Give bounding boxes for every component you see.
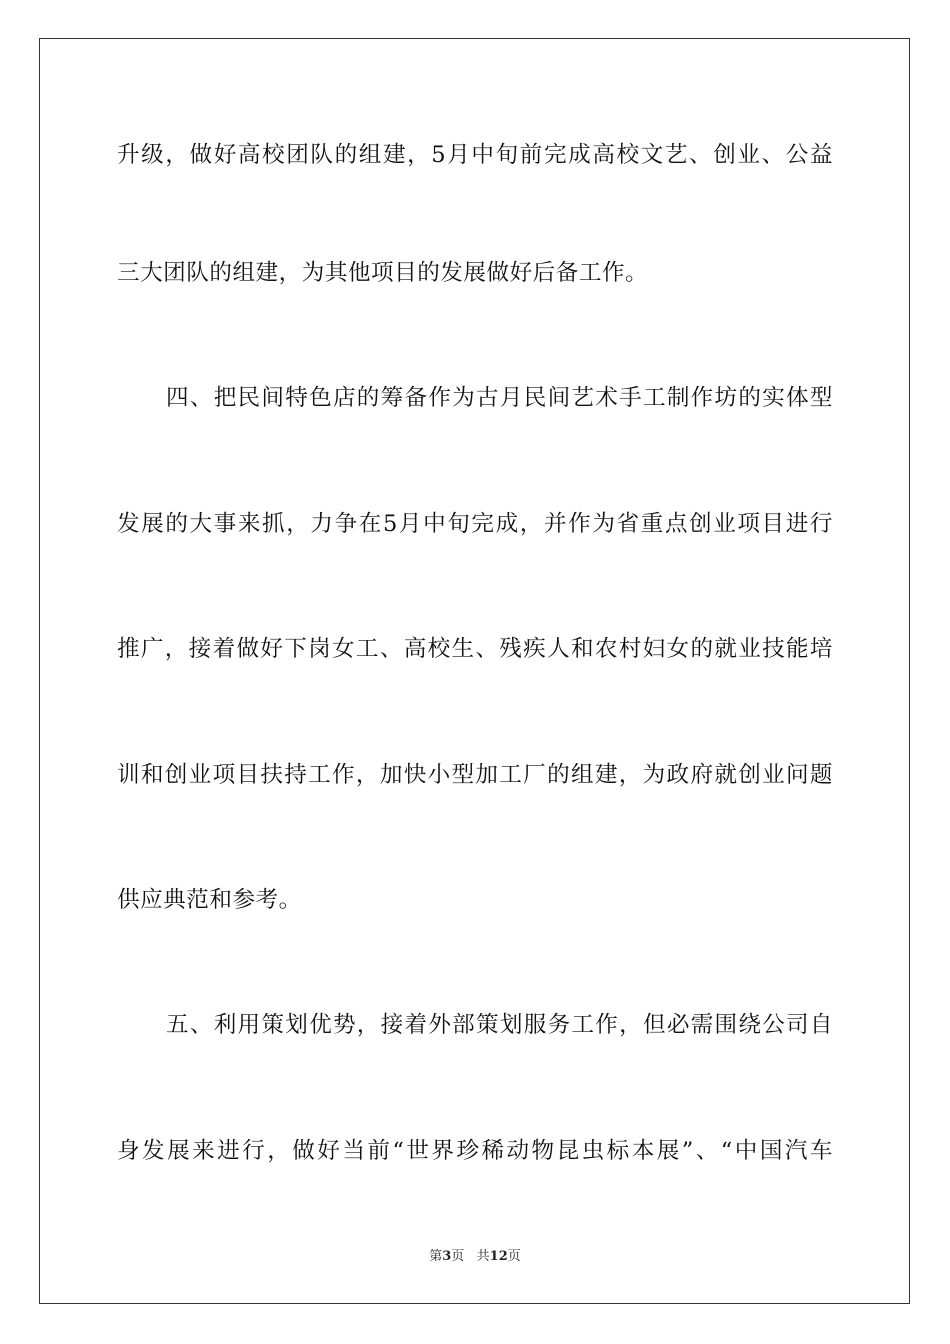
page-footer	[0, 1248, 950, 1266]
paragraph-line: 身发展来进行，做好当前“世界珍稀动物昆虫标本展”、“中国汽车	[117, 1138, 833, 1164]
total-page-number: 12	[489, 1249, 508, 1264]
paragraph-line: 推广，接着做好下岗女工、高校生、残疾人和农村妇女的就业技能培	[117, 636, 833, 662]
paragraph-line: 发展的大事来抓，力争在5月中旬完成，并作为省重点创业项目进行	[117, 511, 833, 537]
paragraph-line: 四、把民间特色店的筹备作为古月民间艺术手工制作坊的实体型	[166, 385, 833, 411]
footer-middle: 页 共	[451, 1249, 490, 1264]
paragraph-line: 供应典范和参考。	[117, 887, 302, 913]
paragraph-line: 训和创业项目扶持工作，加快小型加工厂的组建，为政府就创业问题	[117, 762, 833, 788]
page-frame	[39, 38, 910, 1304]
paragraph-line: 五、利用策划优势，接着外部策划服务工作，但必需围绕公司自	[166, 1012, 833, 1038]
current-page-number: 3	[442, 1249, 452, 1264]
footer-prefix: 第	[429, 1249, 443, 1264]
footer-suffix: 页	[507, 1249, 521, 1264]
paragraph-line: 升级，做好高校团队的组建，5月中旬前完成高校文艺、创业、公益	[117, 142, 833, 168]
paragraph-line: 三大团队的组建，为其他项目的发展做好后备工作。	[117, 260, 649, 286]
